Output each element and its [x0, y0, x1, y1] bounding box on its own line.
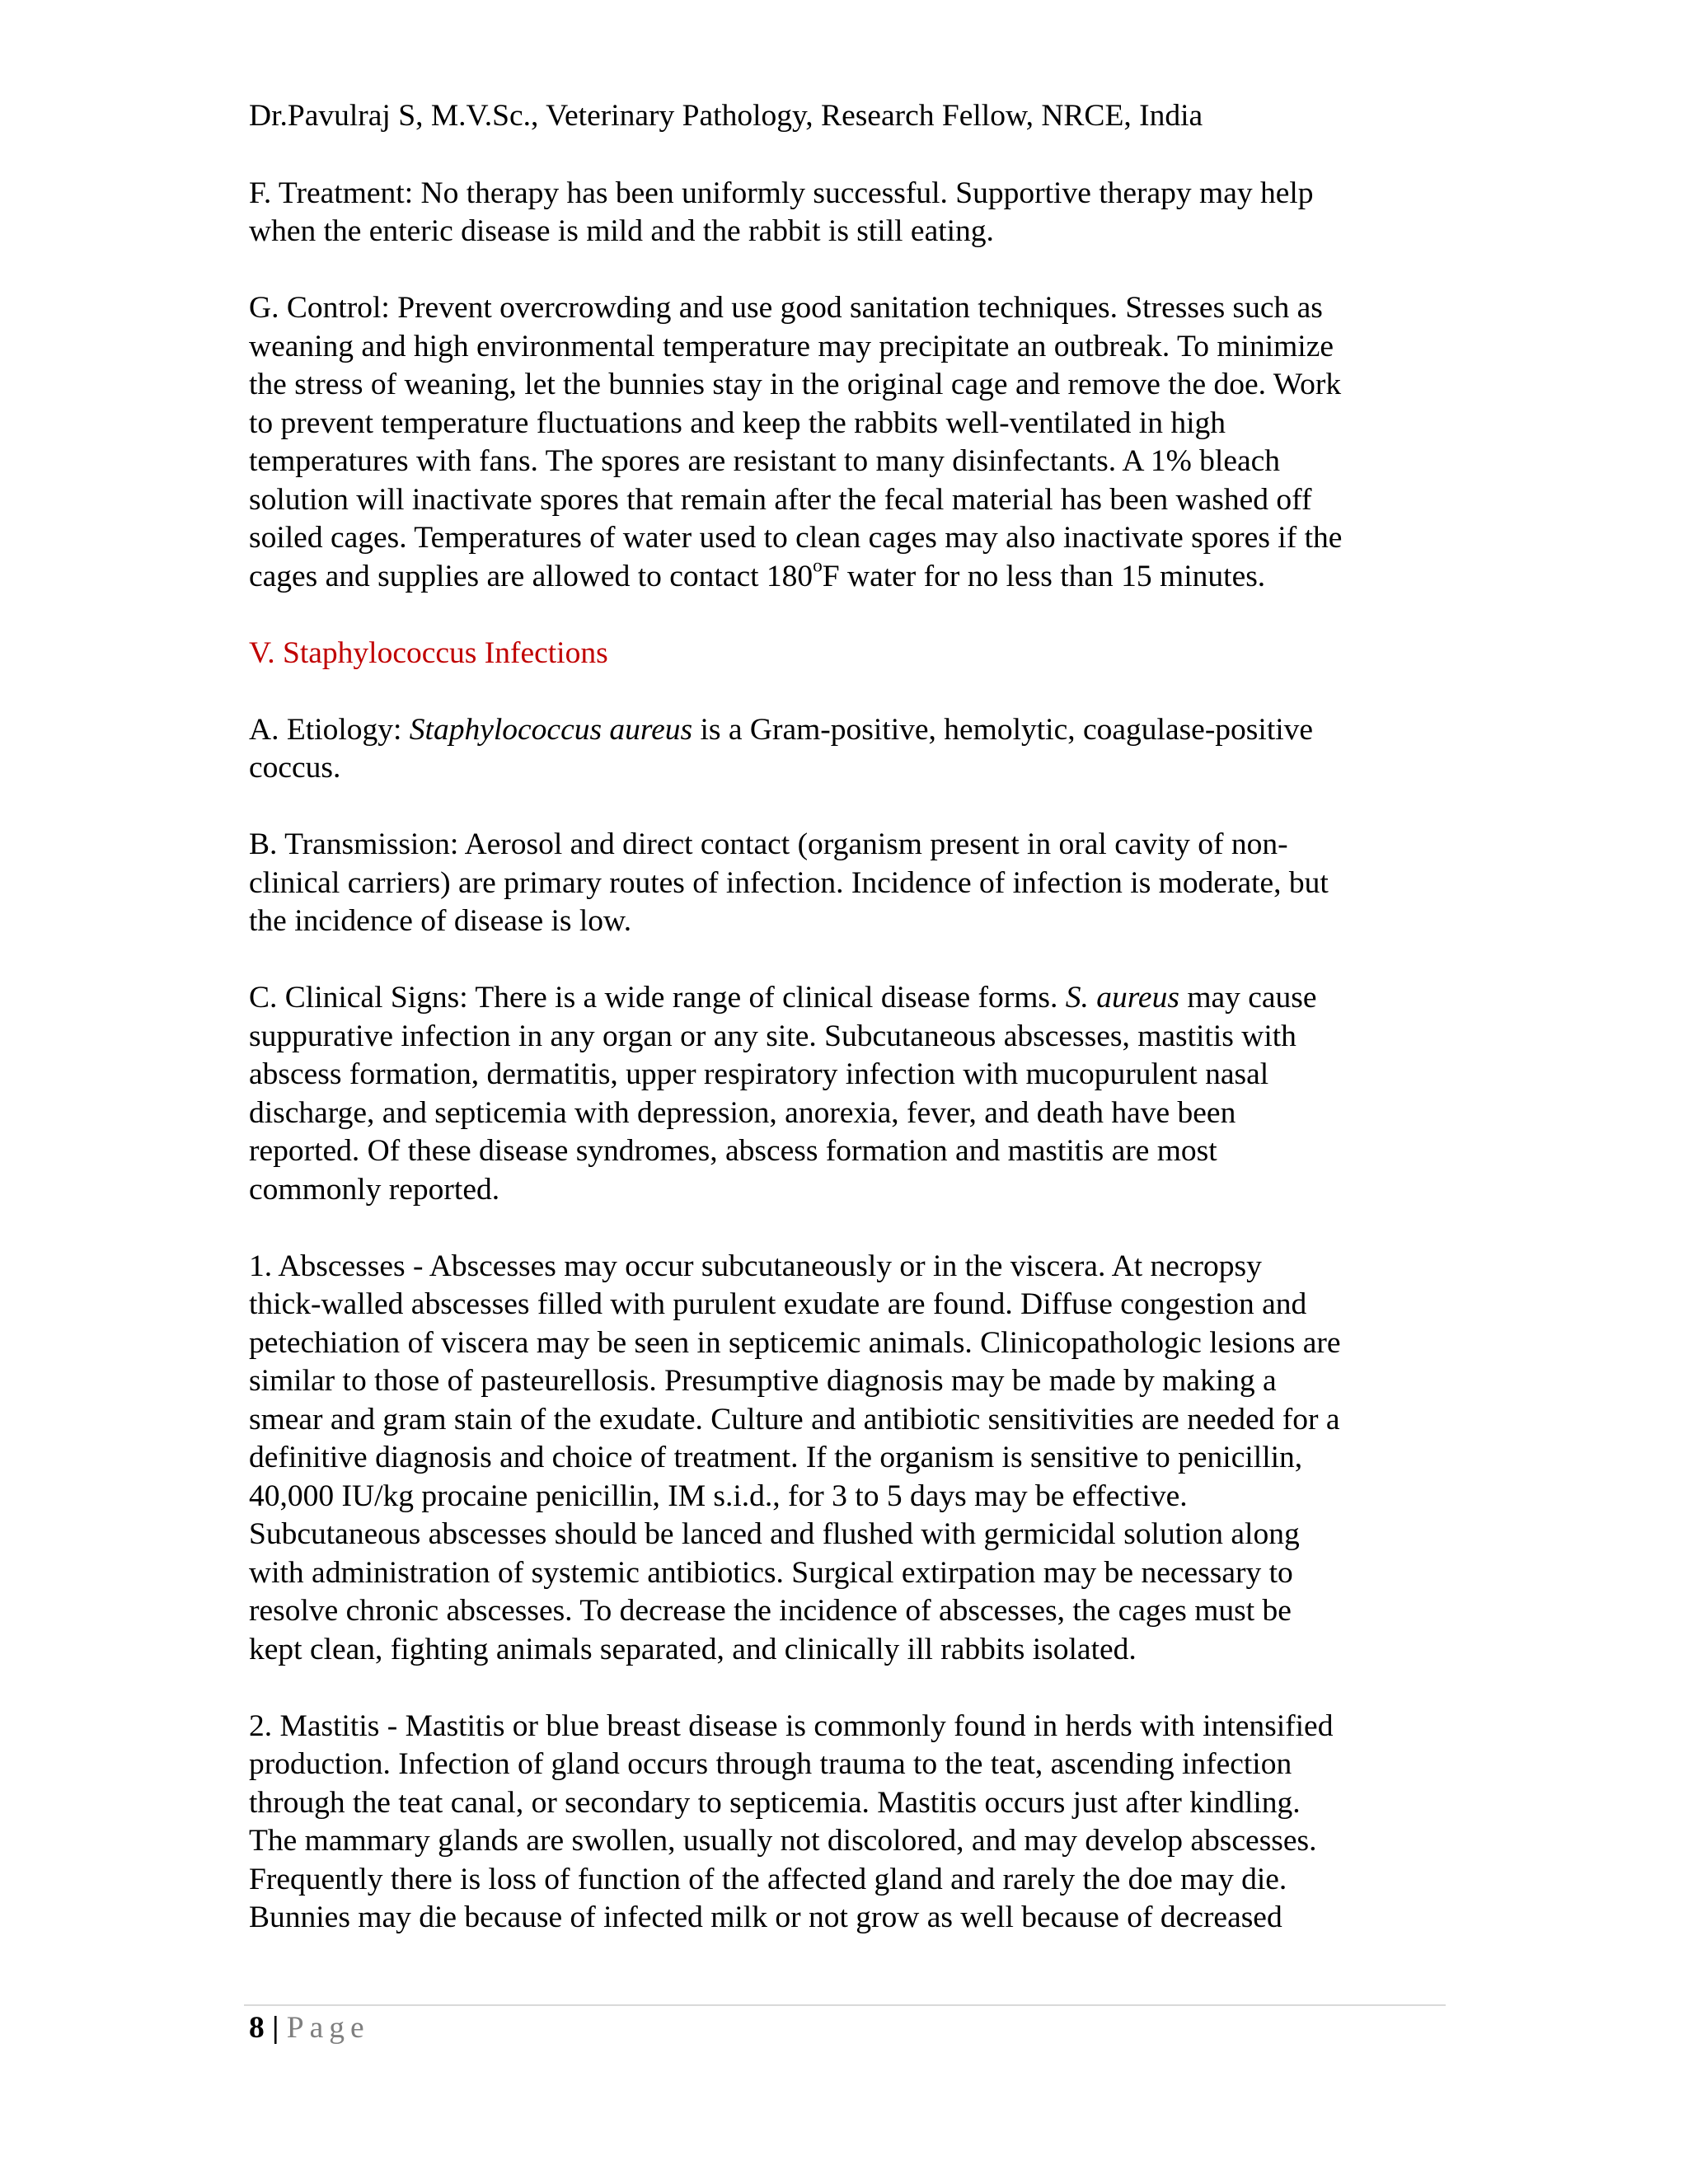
text-run: is a Gram-positive, hemolytic, coagulase-positive — [692, 712, 1314, 747]
footer-separator: | — [264, 2011, 287, 2045]
clinical-signs-paragraph — [249, 979, 1452, 1209]
paragraph-line: reported. Of these disease syndromes, abscess formation and mastitis are most — [249, 1134, 1217, 1168]
paragraph-line: 40,000 IU/kg procaine penicillin, IM s.i.d., for 3 to 5 days may be effective. — [249, 1479, 1188, 1513]
paragraph-line: similar to those of pasteurellosis. Presumptive diagnosis may be made by making a — [249, 1364, 1277, 1398]
page-number: 8 — [249, 2011, 265, 2045]
paragraph-line: weaning and high environmental temperature may precipitate an outbreak. To minimize — [249, 329, 1334, 363]
paragraph-line — [249, 979, 1452, 1018]
text-run: may cause — [1179, 981, 1317, 1015]
paragraph-line: petechiation of viscera may be seen in septicemic animals. Clinicopathologic lesions are — [249, 1325, 1341, 1360]
etiology-paragraph — [249, 711, 1452, 788]
paragraph-line: soiled cages. Temperatures of water used to clean cages may also inactivate spores if the — [249, 521, 1343, 555]
paragraph-line: Subcutaneous abscesses should be lanced and flushed with germicidal solution along — [249, 1517, 1300, 1551]
page-content — [249, 97, 1452, 1975]
control-paragraph — [249, 289, 1452, 596]
paragraph-line: the incidence of disease is low. — [249, 904, 632, 938]
paragraph-line: abscess formation, dermatitis, upper respiratory infection with mucopurulent nasal — [249, 1057, 1269, 1091]
paragraph-line: coccus. — [249, 751, 341, 785]
paragraph-line: with administration of systemic antibiotics. Surgical extirpation may be necessary to — [249, 1555, 1293, 1590]
paragraph-line: suppurative infection in any organ or any site. Subcutaneous abscesses, mastitis with — [249, 1019, 1296, 1053]
paragraph-line: temperatures with fans. The spores are resistant to many disinfectants. A 1% bleach — [249, 444, 1281, 478]
paragraph-line: when the enteric disease is mild and the rabbit is still eating. — [249, 214, 994, 248]
paragraph-line: production. Infection of gland occurs through trauma to the teat, ascending infection — [249, 1747, 1292, 1781]
paragraph-line: the stress of weaning, let the bunnies stay in the original cage and remove the doe. Work — [249, 368, 1342, 401]
footer-divider — [244, 2004, 1446, 2006]
paragraph-line: resolve chronic abscesses. To decrease the incidence of abscesses, the cages must be — [249, 1594, 1292, 1628]
paragraph-line: discharge, and septicemia with depression, anorexia, fever, and death have been — [249, 1095, 1236, 1130]
paragraph-line: B. Transmission: Aerosol and direct contact (organism present in oral cavity of non- — [249, 827, 1288, 861]
paragraph-line-with-degree — [249, 555, 1452, 597]
text-run: cages and supplies are allowed to contact 180 — [249, 559, 814, 593]
paragraph-line: clinical carriers) are primary routes of infection. Incidence of infection is moderate, but — [249, 865, 1329, 900]
text-run: A. Etiology: — [249, 712, 410, 747]
paragraph-line: Bunnies may die because of infected milk or not grow as well because of decreased — [249, 1900, 1282, 1934]
mastitis-paragraph — [249, 1708, 1452, 1938]
organism-name: Staphylococcus aureus — [409, 712, 693, 747]
paragraph-line: thick-walled abscesses filled with purulent exudate are found. Diffuse congestion and — [249, 1287, 1307, 1321]
running-header: Dr.Pavulraj S, M.V.Sc., Veterinary Pathology, Research Fellow, NRCE, India — [249, 99, 1203, 133]
paragraph-line: kept clean, fighting animals separated, and clinically ill rabbits isolated. — [249, 1632, 1137, 1666]
abscesses-paragraph — [249, 1248, 1452, 1670]
degree-superscript: o — [813, 555, 823, 577]
page-label: Page — [286, 2011, 370, 2045]
paragraph-line: through the teat canal, or secondary to septicemia. Mastitis occurs just after kindling. — [249, 1785, 1301, 1820]
paragraph-line: 1. Abscesses - Abscesses may occur subcutaneously or in the viscera. At necropsy — [249, 1249, 1262, 1283]
paragraph-line: commonly reported. — [249, 1172, 500, 1207]
paragraph-line — [249, 711, 1452, 750]
organism-name: S. aureus — [1065, 981, 1179, 1015]
section-heading: V. Staphylococcus Infections — [249, 635, 608, 670]
paragraph-line: Frequently there is loss of function of the affected gland and rarely the doe may die. — [249, 1862, 1287, 1896]
paragraph-line: 2. Mastitis - Mastitis or blue breast disease is commonly found in herds with intensified — [249, 1708, 1334, 1743]
text-run: F water for no less than 15 minutes. — [822, 559, 1266, 593]
paragraph-line: definitive diagnosis and choice of treatment. If the organism is sensitive to penicillin, — [249, 1441, 1303, 1474]
text-run: C. Clinical Signs: There is a wide range of clinical disease forms. — [249, 981, 1066, 1015]
paragraph-line: smear and gram stain of the exudate. Culture and antibiotic sensitivities are needed for a — [249, 1402, 1340, 1436]
paragraph-line: solution will inactivate spores that remain after the fecal material has been washed off — [249, 482, 1312, 517]
transmission-paragraph — [249, 826, 1452, 941]
paragraph-line: G. Control: Prevent overcrowding and use good sanitation techniques. Stresses such as — [249, 291, 1323, 325]
paragraph-line: F. Treatment: No therapy has been uniformly successful. Supportive therapy may help — [249, 176, 1314, 210]
page-footer — [249, 2009, 370, 2047]
paragraph-line: The mammary glands are swollen, usually not discolored, and may develop abscesses. — [249, 1824, 1317, 1858]
treatment-paragraph — [249, 175, 1452, 251]
paragraph-line: to prevent temperature fluctuations and keep the rabbits well-ventilated in high — [249, 405, 1226, 440]
